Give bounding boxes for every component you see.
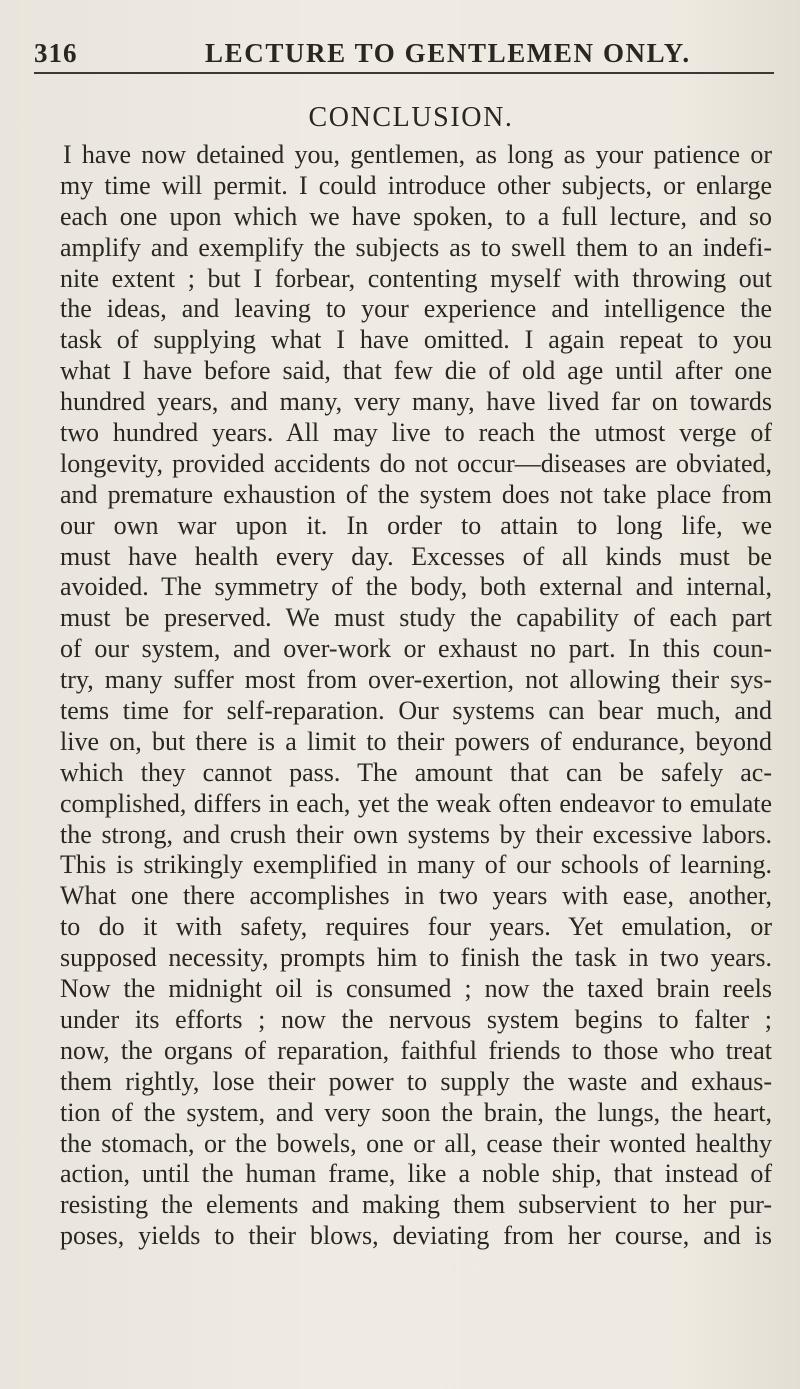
text-line: the ideas, and leaving to your experience and intelligence the	[60, 294, 772, 324]
page-number: 316	[34, 38, 78, 68]
text-line: and premature exhaustion of the system does not take place from	[60, 479, 772, 509]
text-line: tems time for self-reparation. Our systems can bear much, and	[60, 696, 772, 726]
text-line: must have health every day. Excesses of all kinds must be	[60, 541, 772, 571]
text-line: complished, differs in each, yet the weak often endeavor to emulate	[60, 788, 772, 818]
header-rule	[34, 72, 774, 74]
section-title: CONCLUSION.	[308, 102, 514, 133]
running-head: LECTURE TO GENTLEMEN ONLY.	[205, 38, 691, 68]
text-line: tion of the system, and very soon the brain, the lungs, the heart,	[60, 1097, 772, 1127]
text-line: Now the midnight oil is consumed ; now the taxed brain reels	[60, 974, 772, 1004]
text-line: avoided. The symmetry of the body, both external and internal,	[60, 572, 772, 602]
text-line: live on, but there is a limit to their powers of endurance, beyond	[60, 726, 772, 756]
text-line: of our system, and over-work or exhaust no part. In this coun-	[60, 634, 772, 664]
text-line: resisting the elements and making them subservient to her pur-	[60, 1190, 772, 1220]
text-line: nite extent ; but I forbear, contenting myself with throwing out	[60, 263, 772, 293]
text-line: them rightly, lose their power to supply the waste and exhaus-	[60, 1066, 772, 1096]
text-line: longevity, provided accidents do not occur—diseases are obviated,	[60, 448, 772, 478]
text-line: to do it with safety, requires four years. Yet emulation, or	[60, 912, 772, 942]
text-line: action, until the human frame, like a noble ship, that instead of	[60, 1159, 772, 1189]
text-line: try, many suffer most from over-exertion, not allowing their sys-	[60, 665, 772, 695]
text-line: amplify and exemplify the subjects as to swell them to an indefi-	[60, 232, 772, 262]
text-line: This is strikingly exemplified in many of our schools of learning.	[60, 850, 772, 880]
text-line: What one there accomplishes in two years with ease, another,	[60, 881, 772, 911]
body-text	[60, 140, 772, 1252]
text-line: the strong, and crush their own systems by their excessive labors.	[60, 819, 772, 849]
text-line: which they cannot pass. The amount that can be safely ac-	[60, 757, 772, 787]
text-line: poses, yields to their blows, deviating from her course, and is	[60, 1221, 772, 1251]
text-line: each one upon which we have spoken, to a full lecture, and so	[60, 201, 772, 231]
text-line: the stomach, or the bowels, one or all, cease their wonted healthy	[60, 1128, 772, 1158]
text-line: under its efforts ; now the nervous system begins to falter ;	[60, 1004, 772, 1034]
text-line: I have now detained you, gentlemen, as long as your patience or	[63, 140, 772, 169]
text-line: my time will permit. I could introduce other subjects, or enlarge	[60, 170, 772, 200]
text-line: supposed necessity, prompts him to finish the task in two years.	[60, 943, 772, 973]
text-line: what I have before said, that few die of old age until after one	[60, 356, 772, 386]
text-line: must be preserved. We must study the capability of each part	[60, 603, 772, 633]
text-line: our own war upon it. In order to attain to long life, we	[60, 510, 772, 540]
text-line: task of supplying what I have omitted. I again repeat to you	[60, 325, 772, 355]
text-line: now, the organs of reparation, faithful friends to those who treat	[60, 1035, 772, 1065]
text-line: hundred years, and many, very many, have lived far on towards	[60, 387, 772, 417]
text-line: two hundred years. All may live to reach the utmost verge of	[60, 418, 772, 448]
